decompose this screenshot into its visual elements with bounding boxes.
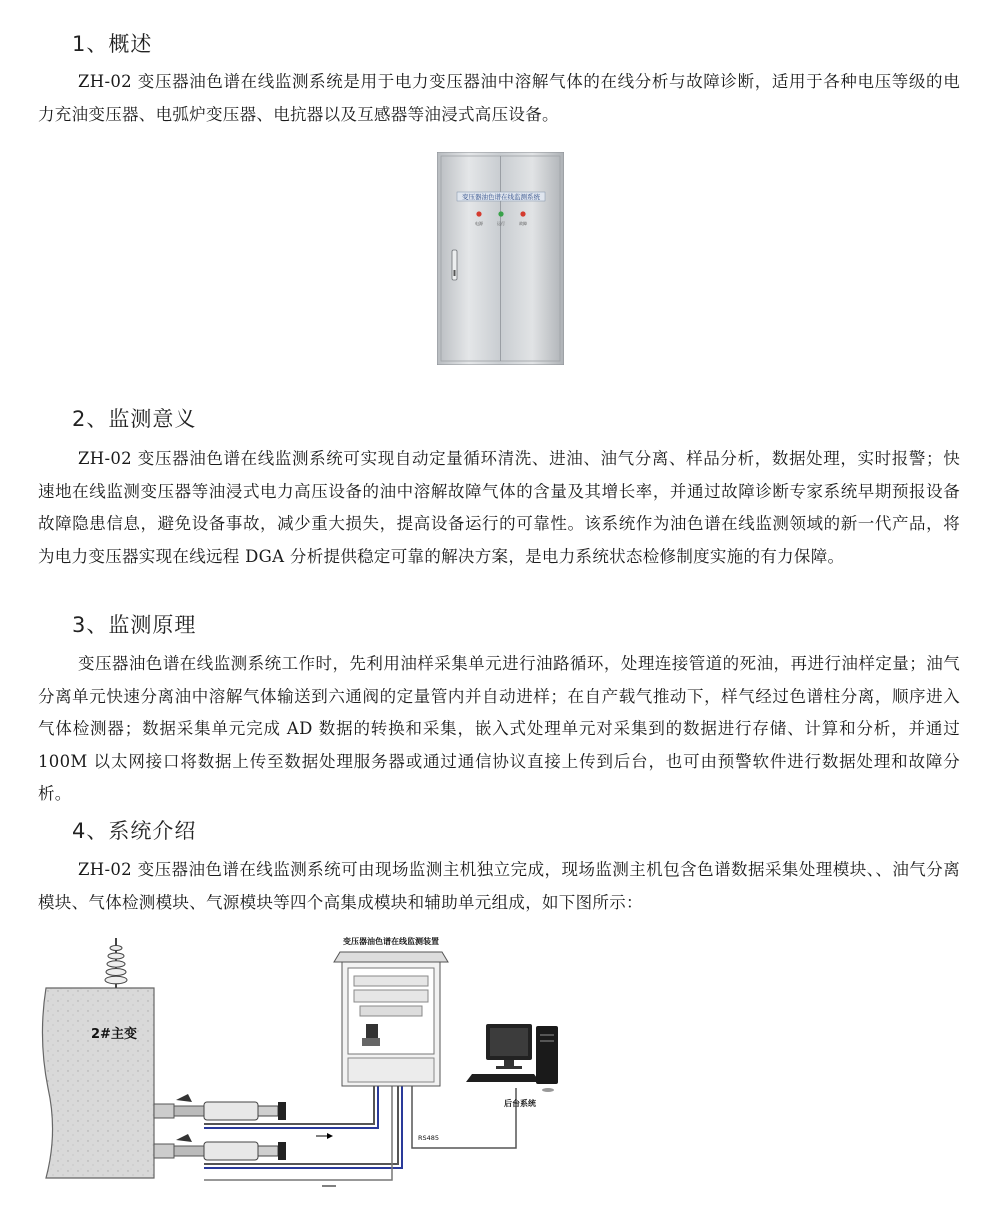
indicator-label: 电源 xyxy=(475,221,483,226)
fault-indicator-icon xyxy=(520,211,525,216)
valve-lower xyxy=(154,1134,286,1160)
section-1-paragraph: ZH-02 变压器油色谱在线监测系统是用于电力变压器油中溶解气体的在线分析与故障诊断，适用于各种电压等级的电力充油变压器、电弧炉变压器、电抗器以及互感器等油浸式高压设备。 xyxy=(38,72,960,124)
oil-pipes xyxy=(204,1086,402,1180)
transformer-body xyxy=(42,988,154,1178)
section-3-heading: 3、监测原理 xyxy=(72,613,197,637)
valve-upper xyxy=(154,1094,286,1120)
indicator-label: 运行 xyxy=(497,221,505,226)
bushing-icon xyxy=(105,938,127,988)
computer-icon xyxy=(464,1022,604,1102)
section-2-heading: 2、监测意义 xyxy=(72,407,197,431)
rs485-label: RS485 xyxy=(418,1134,440,1142)
monitoring-device xyxy=(334,952,448,1086)
section-2-paragraph: ZH-02 变压器油色谱在线监测系统可实现自动定量循环清洗、进油、油气分离、样品分析，数据处理，实时报警；快速地在线监测变压器等油浸式电力高压设备的油中溶解故障气体的含量及其增长率，并通过故障诊断专家系统早期预报设备故障隐患信息，避免设备事故，减少重大损失，提高设备运行的可靠性。该系统作为油色谱在线监测领域的新一代产品，将为电力变压器实现在线远程 DGA 分析提供稳定可靠的解决方案，是电力系统状态检修制度实施的有力保障。 xyxy=(38,449,960,566)
section-1-heading: 1、概述 xyxy=(72,32,153,56)
transformer-label: 2#主变 xyxy=(91,1027,137,1042)
section-4-paragraph: ZH-02 变压器油色谱在线监测系统可由现场监测主机独立完成，现场监测主机包含色谱数据采集处理模块、、油气分离模块、气体检测模块、气源模块等四个高集成模块和辅助单元组成，如下图所示： xyxy=(38,860,960,912)
indicator-label: 故障 xyxy=(519,221,527,226)
power-indicator-icon xyxy=(476,211,481,216)
section-3-paragraph: 变压器油色谱在线监测系统工作时，先利用油样采集单元进行油路循环，处理连接管道的死油，再进行油样定量；油气分离单元快速分离油中溶解气体输送到六通阀的定量管内并自动进样；在自产载气推动下，样气经过色谱柱分离，顺序进入气体检测器；数据采集单元完成 AD 数据的转换和采集，嵌入式处理单元对采集到的数据进行存储、计算和分析，并通过 100M 以太网接口将数据上传至数据处理服务器或通过通信协议直接上传到后台，也可由预警软件进行数据处理和故障分析。 xyxy=(38,654,960,803)
section-4-heading: 4、系统介绍 xyxy=(72,819,197,843)
cabinet-panel-title: 变压器油色谱在线监测系统 xyxy=(462,193,540,201)
device-title: 变压器油色谱在线监测装置 xyxy=(343,937,439,946)
run-indicator-icon xyxy=(498,211,503,216)
cabinet-photo xyxy=(437,152,564,365)
backend-label: 后台系统 xyxy=(504,1099,536,1108)
